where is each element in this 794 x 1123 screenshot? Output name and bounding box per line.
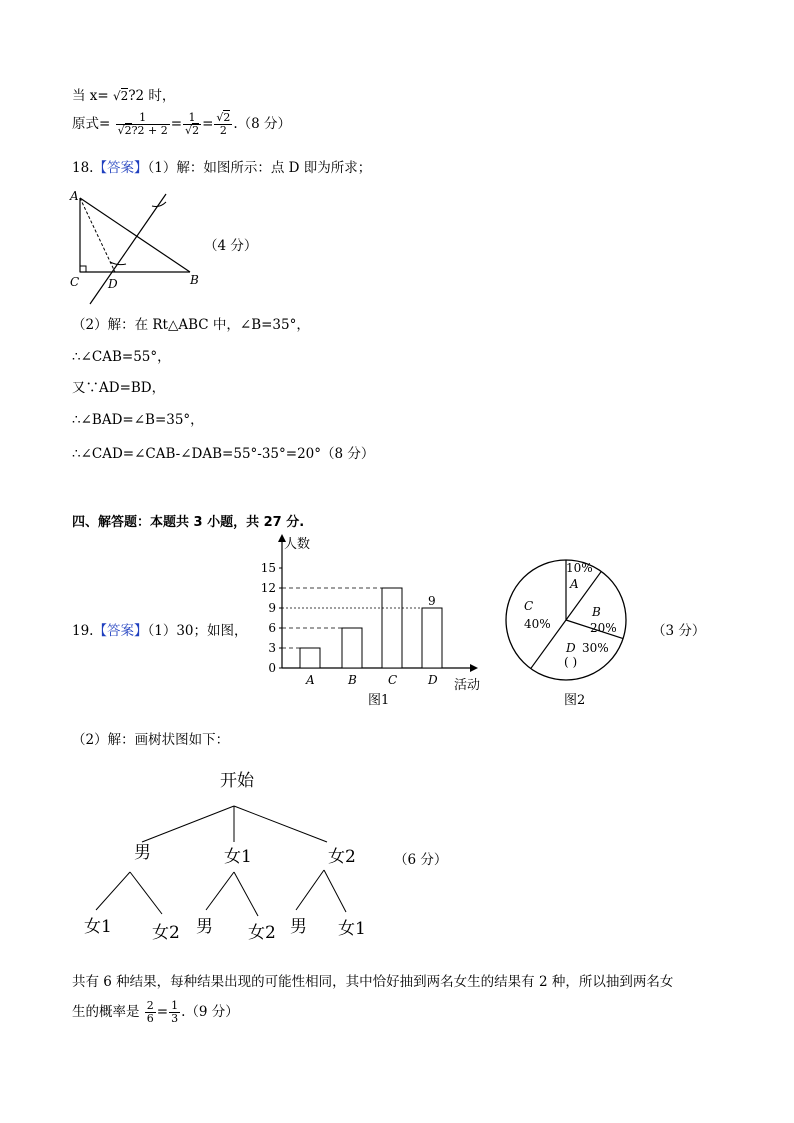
answer-tag: 【答案】 (93, 160, 148, 176)
y-axis-label: 人数 (284, 537, 311, 552)
frac-num: 2 (146, 999, 154, 1012)
tree-l2-1: 女1 (84, 917, 112, 937)
slice-pct-C: 40% (524, 617, 551, 631)
chart-title: 图1 (368, 693, 390, 708)
y-tick-label: 12 (260, 581, 276, 595)
frac-num: √2 (216, 111, 231, 124)
frac-num: 1 (116, 112, 170, 125)
frac-den: 3 (171, 1012, 179, 1025)
label-D: D (108, 277, 118, 291)
tree-l2-3: 男 (196, 917, 213, 937)
y-tick-label: 15 (260, 561, 276, 575)
slice-label-B: B (592, 605, 601, 619)
slice-pct-A: 10% (566, 561, 593, 575)
q19-header (72, 619, 248, 639)
data-label: 9 (428, 594, 436, 608)
q19-score3: .（9 分） (181, 1004, 239, 1020)
answer-tag: 【答案】 (93, 623, 148, 639)
radicand: 2 (124, 124, 132, 137)
sqrt-symbol: √2 (113, 89, 129, 103)
bar-A (300, 648, 320, 668)
q18-header (72, 156, 371, 176)
conclusion-text: 生的概率是 (72, 1004, 140, 1020)
tree-root: 开始 (220, 771, 254, 791)
frac-num: 1 (171, 999, 179, 1012)
q19-conclusion-2 (72, 1000, 239, 1025)
triangle-figure (66, 186, 216, 306)
tree-diagram (72, 758, 412, 948)
equals: = (156, 1004, 169, 1020)
q17-line1 (72, 84, 175, 104)
q18-part1: （1）解：如图所示：点 D 即为所求； (147, 160, 372, 176)
slice-label-D: D (566, 641, 576, 655)
frac-den: 6 (146, 1012, 154, 1025)
q18-step1: ∴∠CAB=55°， (72, 349, 171, 365)
radicand: 2 (192, 124, 200, 137)
x-tick-label: D (428, 673, 438, 687)
frac-den: √2 (185, 124, 200, 137)
slice-blank: ( ) (564, 655, 578, 669)
q18-part2: （2）解：在 Rt△ABC 中，∠B=35°， (72, 317, 310, 333)
slice-pct-D: 30% (582, 641, 609, 655)
q17-text: 当 x= (72, 88, 109, 104)
fraction-3 (214, 112, 232, 137)
slice-label-A: A (570, 577, 579, 591)
tree-l2-5: 男 (290, 917, 307, 937)
slice-label-C: C (524, 599, 534, 613)
tree-l2-6: 女1 (338, 919, 366, 939)
fraction-2 (183, 112, 201, 137)
x-tick-label: B (348, 673, 357, 687)
y-tick-label: 3 (268, 641, 276, 655)
frac-num: 1 (183, 112, 201, 125)
q17-text-b: ?2 时， (128, 88, 176, 104)
section-heading: 四、解答题：本题共 3 小题，共 27 分. (72, 515, 305, 530)
bar-C (382, 588, 402, 668)
tree-l2-2: 女2 (152, 923, 180, 943)
pie-chart (500, 548, 650, 710)
q18-step2: 又∵AD=BD， (72, 380, 166, 396)
radicand: 2 (120, 89, 129, 103)
q18-score1: （4 分） (204, 238, 258, 254)
label-C: C (70, 275, 80, 289)
x-tick-label: C (388, 673, 398, 687)
q19-score1: （3 分） (652, 623, 706, 639)
q19-part1: （1）30；如图， (147, 623, 248, 639)
label-A: A (70, 189, 79, 203)
tree-l1-female1: 女1 (224, 847, 252, 867)
x-axis-arrow (470, 664, 478, 672)
bar-D (422, 608, 442, 668)
q19-score2: （6 分） (394, 852, 448, 868)
slice-pct-B: 20% (590, 621, 617, 635)
y-tick-label: 6 (268, 621, 276, 635)
tree-l1-female2: 女2 (328, 847, 356, 867)
prob-fraction-1 (145, 1000, 156, 1025)
q17-score: .（8 分） (233, 116, 292, 132)
question-number: 19. (72, 623, 94, 639)
fraction-1 (116, 112, 170, 137)
bar-B (342, 628, 362, 668)
tree-l2-4: 女2 (248, 923, 276, 943)
radicand: 2 (223, 111, 231, 124)
equals: = (170, 116, 183, 132)
y-tick-label: 0 (268, 661, 276, 675)
frac-den: √2?2 + 2 (117, 124, 168, 137)
q18-step3: ∴∠BAD=∠B=35°， (72, 412, 204, 428)
q17-original-label: 原式= (72, 116, 111, 132)
label-B: B (190, 273, 199, 287)
bar-chart (258, 532, 488, 708)
prob-fraction-2 (169, 1000, 180, 1025)
pie-title: 图2 (564, 693, 586, 708)
y-tick-label: 9 (268, 601, 276, 615)
question-number: 18. (72, 160, 94, 176)
tree-l1-male: 男 (134, 843, 151, 863)
x-axis-label: 活动 (454, 678, 481, 693)
equals: = (202, 116, 214, 132)
q19-part2: （2）解：画树状图如下： (72, 732, 230, 748)
x-tick-label: A (306, 673, 315, 687)
q18-step4: ∴∠CAD=∠CAB-∠DAB=55°-35°=20°（8 分） (72, 446, 375, 462)
q19-conclusion-1: 共有 6 种结果，每种结果出现的可能性相同，其中恰好抽到两名女生的结果有 2 种，所以抽到两名女 (72, 974, 674, 990)
q17-line2 (72, 112, 291, 137)
den-rest: ?2 + 2 (131, 124, 168, 137)
frac-den: 2 (219, 124, 227, 137)
